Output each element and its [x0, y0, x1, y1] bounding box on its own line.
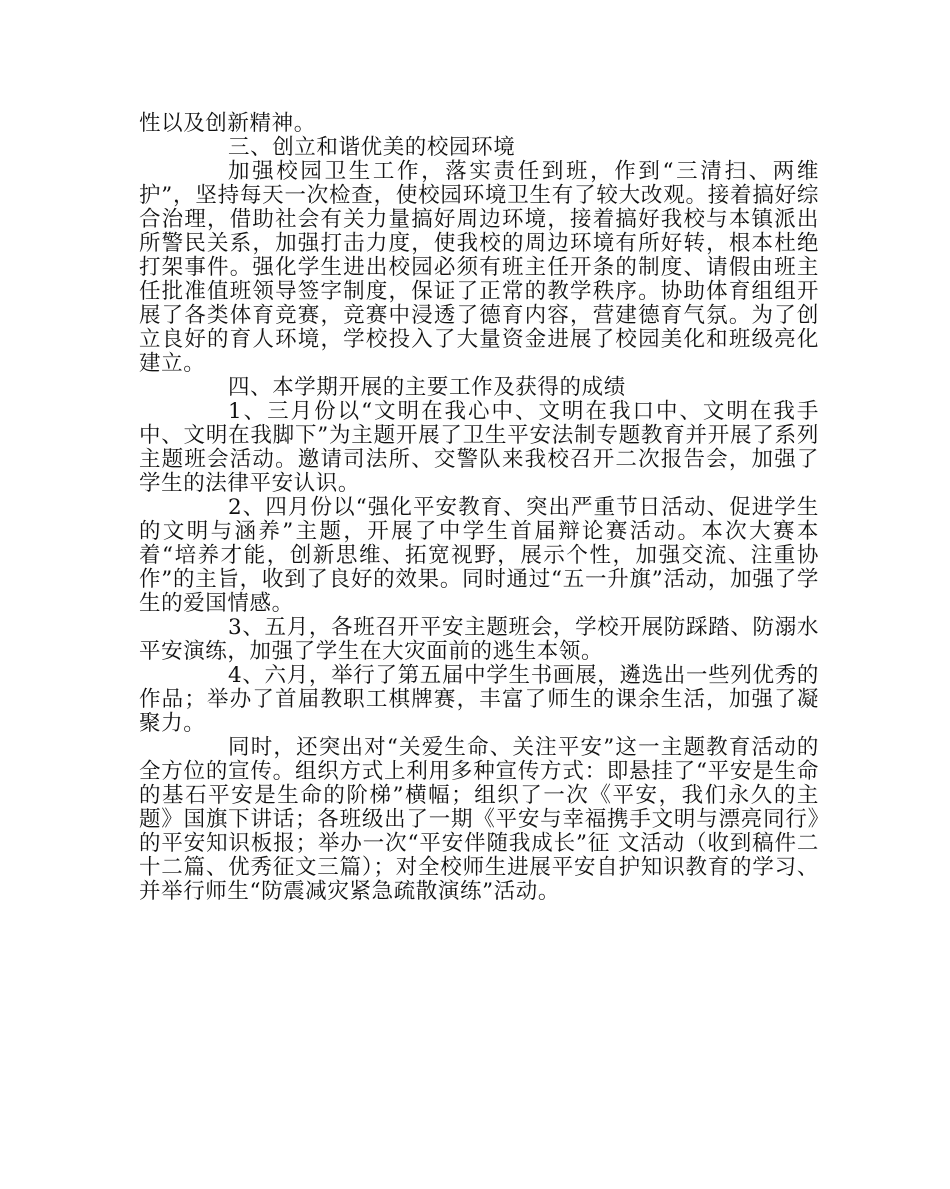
paragraph-campus-hygiene: 加强校园卫生工作，落实责任到班，作到“三清扫、两维护”，坚持每天一次检查，使校园环境卫生有了较大改观。接着搞好综合治理，借助社会有关力量搞好周边环境，接着搞好我校与本镇派出所警民关系，加强打击力度，使我校的周边环境有所好转，根本杜绝打架事件。强化学生进出校园必须有班主任开条的制度、请假由班主任批准值班领导签字制度，保证了正常的教学秩序。协助体育组组开展了各类体育竞赛，竞赛中浸透了德育内容，营建德育气氛。为了创立良好的育人环境，学校投入了大量资金进展了校园美化和班级亮化建立。 [139, 159, 819, 376]
paragraph-item-4: 4、六月，举行了第五届中学生书画展，遴选出一些列优秀的作品；举办了首届教职工棋牌赛，丰富了师生的课余生活，加强了凝聚力。 [139, 663, 819, 736]
paragraph-item-3: 3、五月，各班召开平安主题班会，学校开展防踩踏、防溺水平安演练，加强了学生在大灾面前的逃生本领。 [139, 615, 819, 664]
paragraph-item-2: 2、四月份以“强化平安教育、突出严重节日活动、促进学生的文明与涵养”主题，开展了中学生首届辩论赛活动。本次大赛本着“培养才能，创新思维、拓宽视野，展示个性，加强交流、注重协作”的主旨，收到了良好的效果。同时通过“五一升旗”活动，加强了学生的爱国情感。 [139, 495, 819, 616]
document-body [139, 112, 819, 904]
paragraph-continuation: 性以及创新精神。 [139, 111, 316, 136]
section-heading-4: 四、本学期开展的主要工作及获得的成绩 [228, 375, 626, 400]
section-heading-3: 三、创立和谐优美的校园环境 [228, 135, 516, 160]
paragraph-item-1: 1、三月份以“文明在我心中、文明在我口中、文明在我手中、文明在我脚下”为主题开展了卫生平安法制专题教育并开展了系列主题班会活动。邀请司法所、交警队来我校召开二次报告会，加强了学生的法律平安认识。 [139, 399, 819, 496]
paragraph-publicity: 同时，还突出对“关爱生命、关注平安”这一主题教育活动的全方位的宣传。组织方式上利用多种宣传方式：即悬挂了“平安是生命的基石平安是生命的阶梯”横幅；组织了一次《平安，我们永久的主题》国旗下讲话；各班级出了一期《平安与幸福携手文明与漂亮同行》的平安知识板报；举办一次“平安伴随我成长”征 文活动（收到稿件二十二篇、优秀征文三篇）；对全校师生进展平安自护知识教育的学习、并举行师生“防震减灾紧急疏散演练”活动。 [139, 735, 819, 904]
